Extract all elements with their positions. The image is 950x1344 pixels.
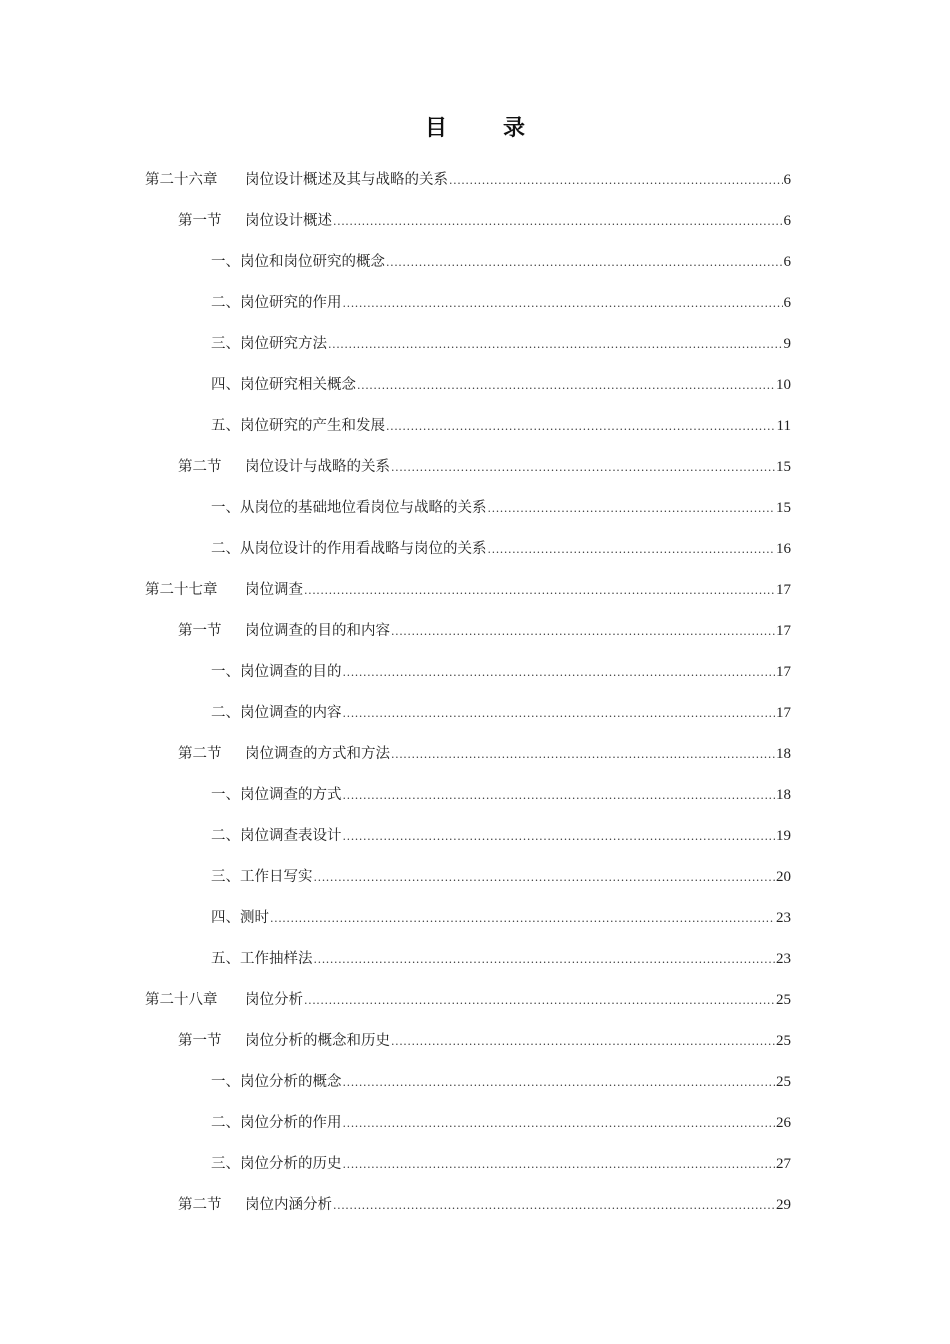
toc-entry[interactable] — [211, 865, 791, 906]
toc-entry-text: 一、从岗位的基础地位看岗位与战略的关系 — [211, 500, 487, 516]
toc-page-number: 10 — [776, 377, 791, 393]
toc-page-number: 25 — [776, 1074, 791, 1090]
toc-dot-leader — [343, 291, 783, 316]
toc-entry-text: 一、岗位调查的方式 — [211, 787, 342, 803]
toc-dot-leader — [343, 783, 776, 808]
toc-entry-text: 岗位设计概述及其与战略的关系 — [245, 172, 448, 188]
toc-page-number: 19 — [776, 828, 791, 844]
toc-entry-prefix: 第二十八章 — [145, 992, 218, 1008]
toc-entry-text: 岗位分析的概念和历史 — [245, 1033, 390, 1049]
toc-entry[interactable] — [211, 414, 791, 455]
toc-entry[interactable] — [211, 824, 791, 865]
toc-entry[interactable] — [178, 1029, 791, 1070]
toc-entry[interactable] — [211, 701, 791, 742]
toc-entry[interactable] — [211, 373, 791, 414]
toc-entry-text: 四、测时 — [211, 910, 269, 926]
toc-page-number: 15 — [776, 500, 791, 516]
toc-entry-text: 三、工作日写实 — [211, 869, 313, 885]
toc-heading-part-2: 录 — [503, 116, 526, 141]
toc-page-number: 29 — [776, 1197, 791, 1213]
toc-entry-text: 岗位分析 — [245, 992, 303, 1008]
toc-entry-text: 二、岗位研究的作用 — [211, 295, 342, 311]
toc-dot-leader — [343, 1152, 776, 1177]
toc-page-number: 23 — [776, 951, 791, 967]
toc-entry-prefix: 第一节 — [178, 623, 222, 639]
toc-page-number: 11 — [776, 418, 791, 434]
toc-dot-leader — [343, 1070, 776, 1095]
toc-dot-leader — [386, 250, 783, 275]
toc-entry[interactable] — [145, 988, 791, 1029]
toc-entry[interactable] — [211, 660, 791, 701]
toc-page-number: 26 — [776, 1115, 791, 1131]
toc-entry-text: 岗位设计概述 — [245, 213, 332, 229]
toc-entry[interactable] — [211, 783, 791, 824]
toc-entry-prefix: 第二十六章 — [145, 172, 218, 188]
toc-entry-text: 三、岗位研究方法 — [211, 336, 327, 352]
toc-dot-leader — [304, 988, 775, 1013]
toc-page-number: 20 — [776, 869, 791, 885]
toc-dot-leader — [343, 660, 776, 685]
toc-page-number: 23 — [776, 910, 791, 926]
toc-entry[interactable] — [211, 1070, 791, 1111]
toc-entry-text: 岗位设计与战略的关系 — [245, 459, 390, 475]
toc-entry-prefix: 第二节 — [178, 459, 222, 475]
toc-entry-prefix: 第二节 — [178, 1197, 222, 1213]
toc-dot-leader — [488, 537, 776, 562]
toc-dot-leader — [333, 1193, 775, 1218]
toc-entry[interactable] — [211, 250, 791, 291]
toc-entry[interactable] — [178, 209, 791, 250]
toc-list — [0, 168, 950, 1234]
toc-dot-leader — [314, 865, 776, 890]
toc-dot-leader — [488, 496, 776, 521]
toc-entry[interactable] — [145, 168, 791, 209]
toc-page-number: 16 — [776, 541, 791, 557]
toc-dot-leader — [357, 373, 775, 398]
toc-page-number: 18 — [776, 746, 791, 762]
toc-page-number: 6 — [783, 254, 791, 270]
toc-entry-prefix: 第一节 — [178, 213, 222, 229]
toc-entry-text: 岗位调查的方式和方法 — [245, 746, 390, 762]
toc-entry-text: 五、岗位研究的产生和发展 — [211, 418, 385, 434]
toc-page-number: 6 — [783, 213, 791, 229]
toc-page-number: 6 — [783, 172, 791, 188]
toc-page-number: 27 — [776, 1156, 791, 1172]
toc-dot-leader — [343, 824, 776, 849]
toc-dot-leader — [314, 947, 776, 972]
toc-dot-leader — [333, 209, 783, 234]
toc-dot-leader — [343, 1111, 776, 1136]
toc-dot-leader — [304, 578, 775, 603]
toc-dot-leader — [391, 619, 775, 644]
toc-entry[interactable] — [178, 742, 791, 783]
toc-page-number: 6 — [783, 295, 791, 311]
toc-entry[interactable] — [211, 906, 791, 947]
toc-dot-leader — [343, 701, 776, 726]
toc-page-number: 15 — [776, 459, 791, 475]
toc-page-number: 25 — [776, 992, 791, 1008]
toc-dot-leader — [449, 168, 783, 193]
toc-entry-text: 岗位内涵分析 — [245, 1197, 332, 1213]
toc-dot-leader — [386, 414, 776, 439]
toc-entry-prefix: 第一节 — [178, 1033, 222, 1049]
toc-heading — [0, 114, 950, 144]
toc-page-number: 17 — [776, 664, 791, 680]
toc-dot-leader — [270, 906, 775, 931]
toc-entry-prefix: 第二节 — [178, 746, 222, 762]
toc-page-number: 17 — [776, 623, 791, 639]
toc-entry-text: 岗位调查的目的和内容 — [245, 623, 390, 639]
toc-entry[interactable] — [211, 496, 791, 537]
toc-entry-text: 二、岗位调查的内容 — [211, 705, 342, 721]
toc-entry-text: 三、岗位分析的历史 — [211, 1156, 342, 1172]
toc-page-number: 17 — [776, 582, 791, 598]
toc-entry[interactable] — [211, 1152, 791, 1193]
toc-entry[interactable] — [145, 578, 791, 619]
toc-entry-text: 二、岗位分析的作用 — [211, 1115, 342, 1131]
toc-entry[interactable] — [178, 1193, 791, 1234]
toc-entry[interactable] — [211, 291, 791, 332]
toc-page-number: 25 — [776, 1033, 791, 1049]
toc-entry[interactable] — [178, 619, 791, 660]
toc-page-number: 17 — [776, 705, 791, 721]
toc-heading-part-1: 目 — [424, 116, 447, 141]
toc-entry-text: 二、岗位调查表设计 — [211, 828, 342, 844]
toc-entry[interactable] — [211, 1111, 791, 1152]
toc-entry[interactable] — [178, 455, 791, 496]
toc-entry-text: 一、岗位和岗位研究的概念 — [211, 254, 385, 270]
toc-entry-text: 四、岗位研究相关概念 — [211, 377, 356, 393]
toc-entry-text: 岗位调查 — [245, 582, 303, 598]
toc-entry[interactable] — [211, 332, 791, 373]
toc-entry[interactable] — [211, 537, 791, 578]
toc-entry-text: 五、工作抽样法 — [211, 951, 313, 967]
toc-entry-text: 一、岗位分析的概念 — [211, 1074, 342, 1090]
toc-page-number: 18 — [776, 787, 791, 803]
toc-dot-leader — [391, 742, 775, 767]
toc-entry[interactable] — [211, 947, 791, 988]
toc-dot-leader — [328, 332, 783, 357]
toc-entry-text: 二、从岗位设计的作用看战略与岗位的关系 — [211, 541, 487, 557]
toc-entry-prefix: 第二十七章 — [145, 582, 218, 598]
toc-entry-text: 一、岗位调查的目的 — [211, 664, 342, 680]
toc-dot-leader — [391, 1029, 775, 1054]
toc-page-number: 9 — [783, 336, 791, 352]
toc-dot-leader — [391, 455, 775, 480]
